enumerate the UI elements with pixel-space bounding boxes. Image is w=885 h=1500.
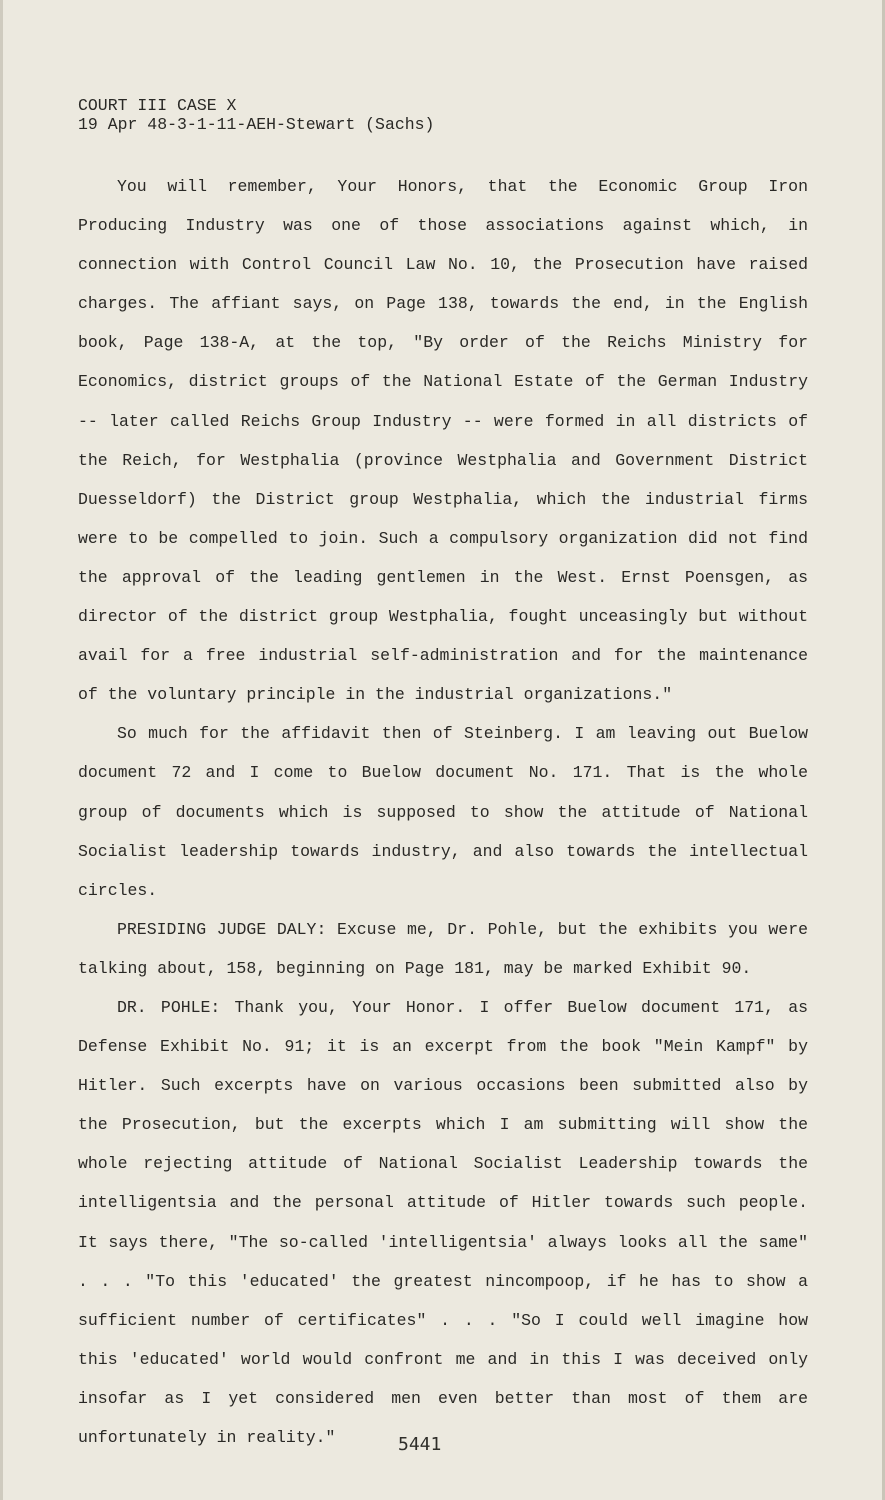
court-case-line: COURT III CASE X: [78, 96, 237, 115]
session-info-line: 19 Apr 48-3-1-11-AEH-Stewart (Sachs): [78, 115, 435, 134]
transcript-body: [78, 167, 808, 1457]
transcript: [78, 96, 808, 1457]
paragraph-affidavit: You will remember, Your Honors, that the Economic Group Iron Producing Industry was one of those associations against which, in connection with Control Council Law No. 10, the Prosecution have raised charges. The affiant says, on Page 138, towards the end, in the English book, Page 138-A, at the top, "By order of the Reichs Ministry for Economics, district groups of the National Estate of the German Industry -- later called Reichs Group Industry -- were formed in all districts of the Reich, for Westphalia (province Westphalia and Government District Duesseldorf) the District group Westphalia, which the industrial firms were to be compelled to join. Such a compulsory organization did not find the approval of the leading gentlemen in the West. Ernst Poensgen, as director of the district group Westphalia, fought unceasingly but without avail for a free industrial self-administration and for the maintenance of the voluntary principle in the industrial organizations.": [78, 177, 808, 705]
page-number: 5441: [398, 1434, 442, 1455]
paragraph-dr-pohle: DR. POHLE: Thank you, Your Honor. I offer Buelow document 171, as Defense Exhibit No. 91; it is an excerpt from the book "Mein Kampf" by Hitler. Such excerpts have on various occasions been submitted also by the Prosecution, but the excerpts which I am submitting will show the whole rejecting attitude of National Socialist Leadership towards the intelligentsia and the personal attitude of Hitler towards such people. It says there, "The so-called 'intelligentsia' always looks all the same" . . . "To this 'educated' the greatest nincompoop, if he has to show a sufficient number of certificates" . . . "So I could well imagine how this 'educated' world would confront me and in this I was deceived only insofar as I yet considered men even better than most of them are unfortunately in reality.": [78, 997, 808, 1447]
paragraph-steinberg: So much for the affidavit then of Steinberg. I am leaving out Buelow document 72 and I come to Buelow document No. 171. That is the whole group of documents which is supposed to show the attitude of National Socialist leadership towards industry, and also towards the intellectual circles.: [78, 724, 808, 900]
paragraph-presiding-judge: PRESIDING JUDGE DALY: Excuse me, Dr. Pohle, but the exhibits you were talking about, 158, beginning on Page 181, may be marked Exhibit 90.: [78, 919, 808, 978]
document-header: [78, 96, 808, 134]
